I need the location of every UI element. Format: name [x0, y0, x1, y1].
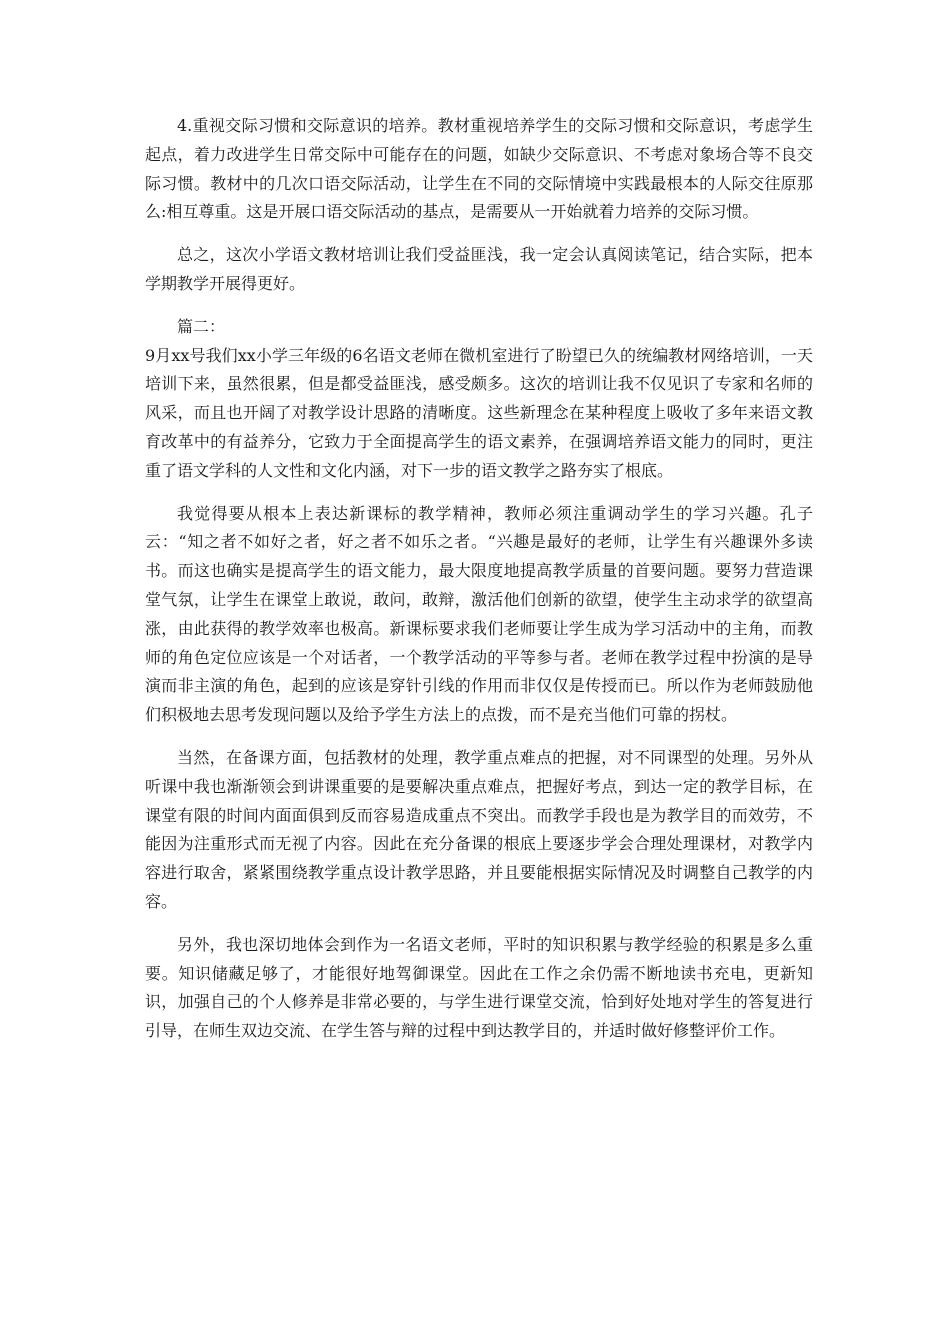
document-body	[145, 112, 813, 1060]
paragraph-summary: 总之，这次小学语文教材培训让我们受益匪浅，我一定会认真阅读笔记，结合实际，把本学期教学开展得更好。	[145, 245, 813, 293]
section-heading-part-two: 篇二：	[177, 316, 226, 336]
paragraph-lesson-prep: 当然，在备课方面，包括教材的处理，教学重点难点的把握，对不同课型的处理。另外从听课中我也渐渐领会到讲课重要的是要解决重点难点，把握好考点，到达一定的教学目标，在课堂有限的时间内面面俱到反而容易造成重点不突出。而教学手段也是为教学目的而效劳，不能因为注重形式而无视了内容。因此在充分备课的根底上要逐步学会合理处理课材，对教学内容进行取舍，紧紧围绕教学重点设计教学思路，并且要能根据实际情况及时调整自己教学的内容。	[145, 747, 813, 911]
paragraph-knowledge-accumulation: 另外，我也深切地体会到作为一名语文老师，平时的知识积累与教学经验的积累是多么重要。知识储藏足够了，才能很好地驾御课堂。因此在工作之余仍需不断地读书充电，更新知识，加强自己的个人修养是非常必要的，与学生进行课堂交流，恰到好处地对学生的答复进行引导，在师生双边交流、在学生答与辩的过程中到达教学目的，并适时做好修整评价工作。	[145, 934, 813, 1041]
paragraph-learning-interest: 我觉得要从根本上表达新课标的教学精神，教师必须注重调动学生的学习兴趣。孔子云：“知之者不如好之者，好之者不如乐之者。“兴趣是最好的老师，让学生有兴趣课外多读书。而这也确实是提高学生的语文能力，最大限度地提高教学质量的首要问题。要努力营造课 堂气氛，让学生在课堂上敢说，敢问，敢辩，激活他们创新的欲望，使学生主动求学的欲望高涨，由此获得的教学效率也极高。新课标要求我们老师要让学生成为学习活动中的主角，而教师的角色定位应该是一个对话者，一个教学活动的平等参与者。老师在教学过程中扮演的是导演而非主演的角色，起到的应该是穿针引线的作用而非仅仅是传授而已。所以作为老师鼓励他们积极地去思考发现问题以及给予学生方法上的点拨，而不是充当他们可靠的拐杖。	[145, 503, 813, 725]
paragraph-training-intro: 9月xx号我们xx小学三年级的6名语文老师在微机室进行了盼望已久的统编教材网络培训，一天培训下来，虽然很累，但是都受益匪浅，感受颇多。这次的培训让我不仅见识了专家和名师的风采，而且也开阔了对教学设计思路的清晰度。这些新理念在某种程度上吸收了多年来语文教育改革中的有益养分，它致力于全面提高学生的语文素养，在强调培养语文能力的同时，更注重了语文学科的人文性和文化内涵，对下一步的语文教学之路夯实了根底。	[145, 345, 813, 480]
paragraph-communication-habits: 4.重视交际习惯和交际意识的培养。教材重视培养学生的交际习惯和交际意识，考虑学生起点，着力改进学生日常交际中可能存在的问题，如缺少交际意识、不考虑对象场合等不良交际习惯。教材中的几次口语交际活动，让学生在不同的交际情境中实践最根本的人际交往原那么:相互尊重。这是开展口语交际活动的基点，是需要从一开始就着力培养的交际习惯。	[145, 116, 813, 222]
